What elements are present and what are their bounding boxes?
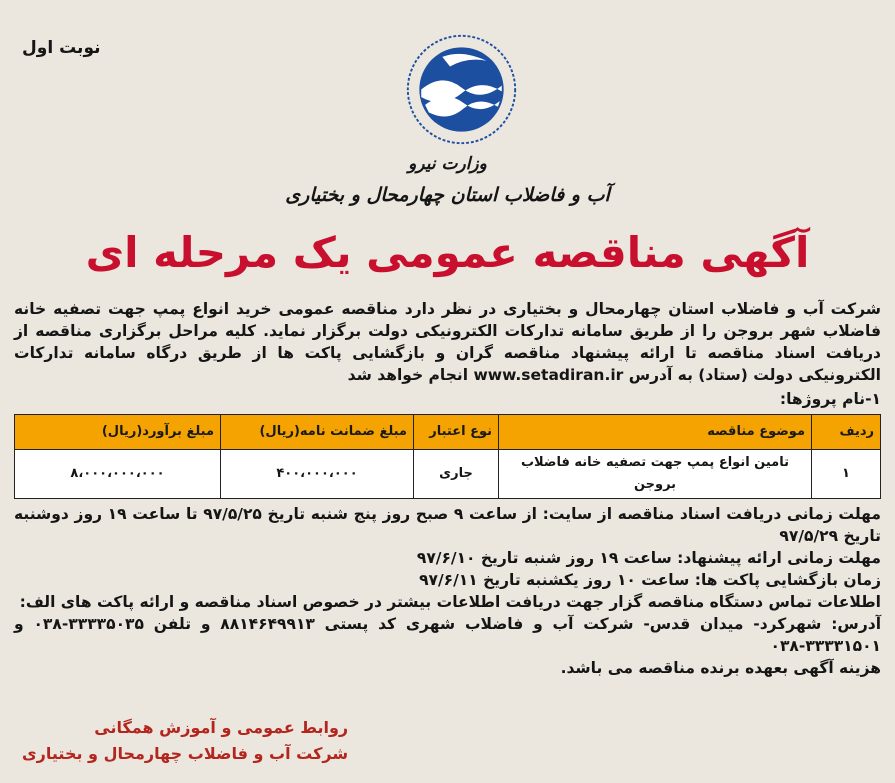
table-header-row bbox=[15, 415, 881, 450]
header-estimate: مبلغ برآورد(ریال) bbox=[15, 415, 221, 450]
projects-table bbox=[14, 414, 881, 499]
cell-guarantee: ۴۰۰،۰۰۰،۰۰۰ bbox=[221, 450, 414, 499]
company-heading: آب و فاضلاب استان چهارمحال و بختیاری bbox=[285, 184, 610, 206]
water-wave-emblem-icon bbox=[404, 32, 519, 147]
cell-row-number: ۱ bbox=[812, 450, 881, 499]
doc-deadline: مهلت زمانی دریافت اسناد مناقصه از سایت: از ساعت ۹ صبح روز پنج شنبه تاریخ ۹۷/۵/۲۵ تا ساعت ۱۹ روز دوشنبه تاریخ ۹۷/۵/۲۹ bbox=[14, 505, 881, 545]
signature-dept: روابط عمومی و آموزش همگانی bbox=[94, 718, 349, 737]
intro-paragraph: شرکت آب و فاضلاب استان چهارمحال و بختیاری در نظر دارد مناقصه عمومی خرید انواع پمپ جهت تصفیه خانه فاضلاب شهر بروجن را از طریق سامانه تدارکات الکترونیکی دولت برگزار نماید. کلیه مراحل برگزاری مناقصه از دریافت اسناد مناقصه تا ارائه پیشنهاد مناقصه گران و بازگشایی پاکت ها از طریق درگاه سامانه تدارکات الکترونیکی دولت (ستاد) به آدرس www.setadiran.ir انجام خواهد شد bbox=[14, 300, 881, 384]
bid-deadline: مهلت زمانی ارائه پیشنهاد: ساعت ۱۹ روز شنبه تاریخ ۹۷/۶/۱۰ bbox=[416, 549, 881, 567]
table-row bbox=[15, 450, 881, 499]
cell-subject: تامین انواع پمپ جهت تصفیه خانه فاضلاب بروجن bbox=[499, 450, 812, 499]
projects-label: ۱-نام پروژها: bbox=[779, 390, 881, 408]
header-funding: نوع اعتبار bbox=[414, 415, 499, 450]
signature bbox=[22, 715, 348, 767]
round-label: نوبت اول bbox=[22, 38, 101, 58]
cell-estimate: ۸،۰۰۰،۰۰۰،۰۰۰ bbox=[15, 450, 221, 499]
cell-funding: جاری bbox=[414, 450, 499, 499]
ad-cost: هزینه آگهی بعهده برنده مناقصه می باشد. bbox=[560, 659, 881, 677]
header-row-number: ردیف bbox=[812, 415, 881, 450]
header-guarantee: مبلغ ضمانت نامه(ریال) bbox=[221, 415, 414, 450]
notice-title: آگهی مناقصه عمومی یک مرحله ای bbox=[85, 228, 810, 277]
address: آدرس: شهرکرد- میدان قدس- شرکت آب و فاضلاب شهری کد پستی ۸۸۱۴۶۴۹۹۱۳ و تلفن ۳۳۳۳۵۰۳۵-۰۳۸ و ۳۳۳۳۱۵۰۱-۰۳۸ bbox=[14, 615, 882, 655]
opening-time: زمان بازگشایی پاکت ها: ساعت ۱۰ روز یکشنبه تاریخ ۹۷/۶/۱۱ bbox=[419, 571, 881, 589]
header-subject: موضوع مناقصه bbox=[499, 415, 812, 450]
ministry-name: وزارت نیرو bbox=[408, 154, 487, 174]
header bbox=[14, 12, 881, 222]
signature-company: شرکت آب و فاضلاب چهارمحال و بختیاری bbox=[22, 744, 349, 763]
notice-body bbox=[14, 298, 881, 679]
contact-info: اطلاعات تماس دستگاه مناقصه گزار جهت دریافت اطلاعات بیشتر در خصوص اسناد مناقصه و ارائه پاکت های الف: bbox=[19, 593, 881, 611]
